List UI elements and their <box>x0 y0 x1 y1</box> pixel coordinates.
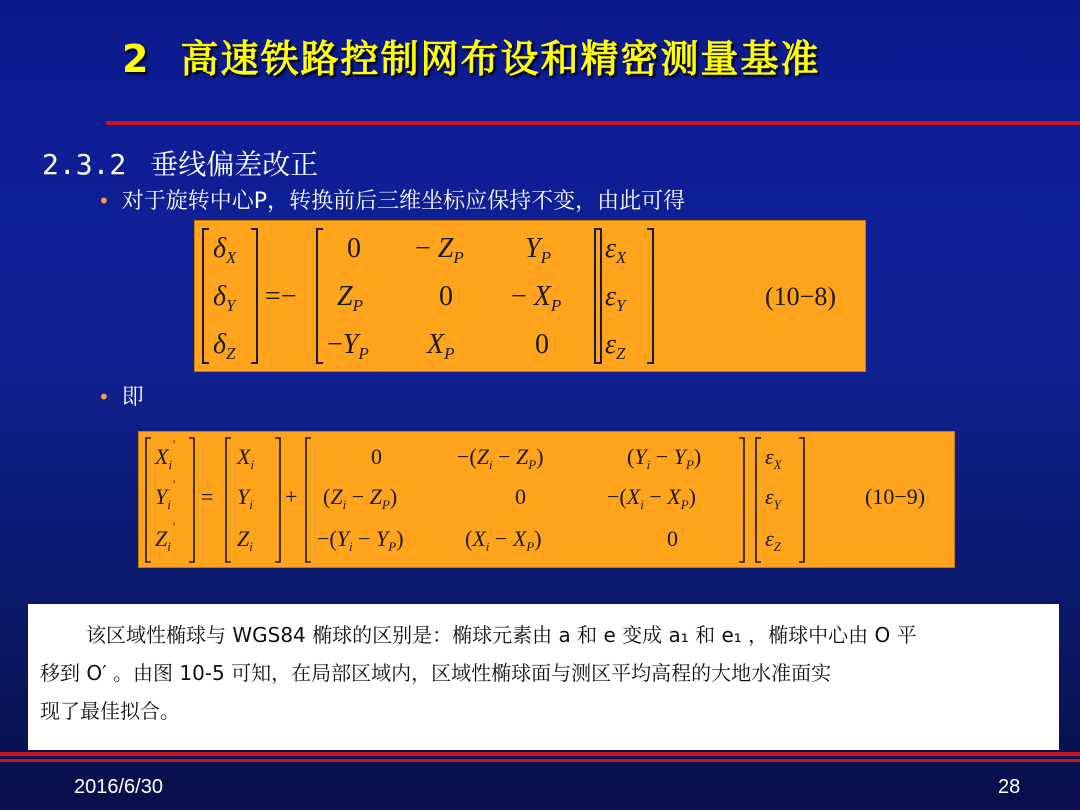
svg-text:− ZP: − $Z_P$ <box>415 233 464 267</box>
svg-text:=: = <box>201 484 214 509</box>
svg-text:(Xi − XP): $(X_i - X_P)$ <box>465 526 542 554</box>
svg-text:0: 0 <box>535 329 549 360</box>
svg-text:−(Zi − ZP): $-(Z_i - Z_P)$ <box>457 444 544 472</box>
svg-text:εX: $\varepsilon_X$ <box>765 444 782 472</box>
svg-text:δZ: $\delta_Z$ <box>213 329 236 363</box>
paragraph-line-2: 移到 O′ 。由图 10-5 可知，在局部区域内，区域性椭球面与测区平均高程的大地水准面实 <box>40 661 832 685</box>
bullet1-text: 对于旋转中心P，转换前后三维坐标应保持不变，由此可得 <box>121 189 686 214</box>
equation-10-9-graphic <box>139 432 954 567</box>
equation-10-8-label: (10−8) <box>765 282 836 311</box>
equation-10-9 <box>138 431 955 568</box>
equation-10-9-label: (10−9) <box>865 484 926 509</box>
svg-text:(Zi − ZP): $(Z_i - Z_P)$ <box>323 484 398 512</box>
svg-text:εZ: $\varepsilon_Z$ <box>605 329 626 363</box>
svg-text:0: 0 <box>439 281 453 312</box>
equation-10-8-graphic <box>195 221 865 371</box>
svg-text:XP: $X_P$ <box>427 329 455 363</box>
paragraph-line-3: 现了最佳拟合。 <box>40 699 180 723</box>
svg-text:εZ: $\varepsilon_Z$ <box>765 526 781 554</box>
svg-text:Xi: $X_i$ <box>237 444 255 472</box>
svg-text:=−: =− <box>265 281 297 312</box>
bullet-rotation-center <box>98 184 685 215</box>
svg-text:0: 0 <box>667 526 678 551</box>
explanation-paragraph <box>28 604 1059 750</box>
svg-text:εX: $\varepsilon_X$ <box>605 233 627 267</box>
svg-text:0: 0 <box>515 484 526 509</box>
title-text: 高速铁路控制网布设和精密测量基准 <box>180 37 821 81</box>
svg-text:−YP: $-Y_P$ <box>327 329 369 363</box>
svg-text:Yi: $Y_i$ <box>237 484 253 512</box>
bullet-namely <box>98 380 144 411</box>
svg-text:− XP: − $X_P$ <box>511 281 562 315</box>
svg-text:': ' <box>173 519 176 533</box>
slide-date: 2016/6/30 <box>74 776 163 798</box>
svg-text:+: + <box>285 484 298 509</box>
title-divider <box>106 121 1080 125</box>
svg-text:(Yi − YP): $(Y_i - Y_P)$ <box>627 444 702 472</box>
section-title: 垂线偏差改正 <box>150 148 319 181</box>
svg-text:0: 0 <box>371 444 382 469</box>
paragraph-line-1: 该区域性椭球与 WGS84 椭球的区别是：椭球元素由 a 和 e 变成 a₁ 和 e₁ ，椭球中心由 O 平 <box>86 623 917 647</box>
svg-text:Xi: $X_i$ <box>155 444 173 472</box>
footer-divider-bottom <box>0 759 1080 762</box>
slide-title <box>122 28 820 83</box>
svg-text:δY: $\delta_Y$ <box>213 281 236 315</box>
svg-text:δX: $\delta_X$ <box>213 233 237 267</box>
svg-text:': ' <box>173 437 176 451</box>
svg-text:εY: $\varepsilon_Y$ <box>765 484 781 512</box>
svg-text:Yi: $Y_i$ <box>155 484 171 512</box>
svg-text:YP: $Y_P$ <box>525 233 551 267</box>
svg-text:−(Yi − YP): $-(Y_i - Y_P)$ <box>317 526 404 554</box>
slide-page-number: 28 <box>998 776 1021 798</box>
svg-text:0: 0 <box>347 233 361 264</box>
svg-text:': ' <box>173 477 176 491</box>
section-heading <box>42 143 318 183</box>
section-number: 2.3.2 <box>42 148 127 181</box>
svg-text:−(Xi − XP): $-(X_i - X_P)$ <box>607 484 696 512</box>
bullet2-text: 即 <box>121 385 144 410</box>
svg-text:ZP: $Z_P$ <box>337 281 363 315</box>
svg-text:Zi: $Z_i$ <box>237 526 253 554</box>
bullet-dot-icon: • <box>98 385 110 409</box>
title-number: 2 <box>122 37 151 81</box>
svg-text:εY: $\varepsilon_Y$ <box>605 281 626 315</box>
svg-text:Zi: $Z_i$ <box>155 526 171 554</box>
bullet-dot-icon: • <box>98 189 110 213</box>
footer-divider-top <box>0 752 1080 756</box>
equation-10-8 <box>194 220 866 372</box>
